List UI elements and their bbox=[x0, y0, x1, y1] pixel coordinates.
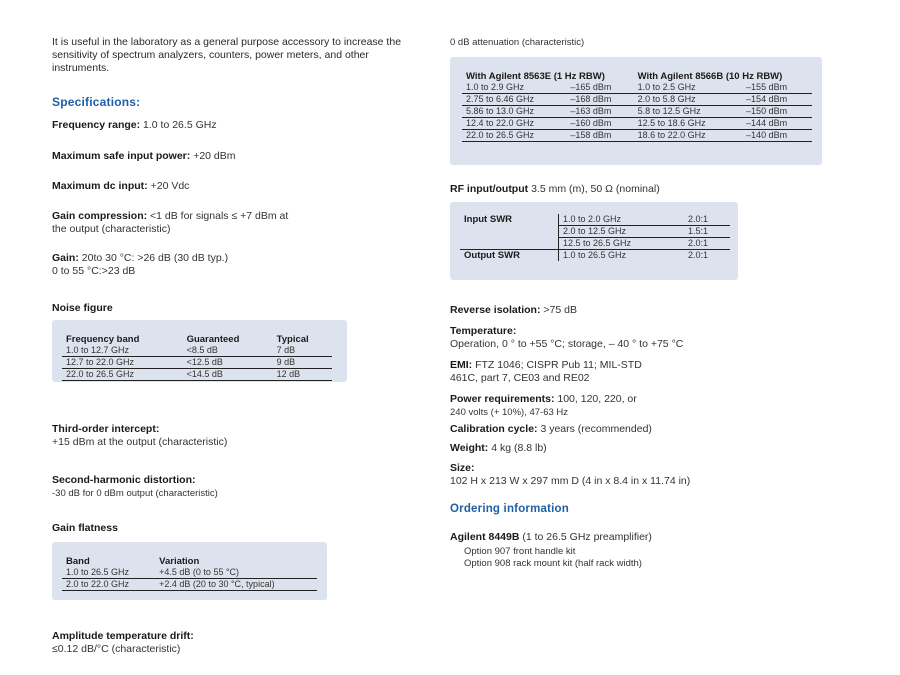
rf-io-value: 3.5 mm (m), 50 Ω (nominal) bbox=[531, 183, 660, 195]
table-cell: –144 dBm bbox=[742, 118, 812, 130]
max-dc-input-spec bbox=[52, 180, 189, 193]
gain-compression-value-2: the output (characteristic) bbox=[52, 223, 171, 235]
reverse-isolation-label: Reverse isolation: bbox=[450, 304, 541, 316]
table-cell: 12.7 to 22.0 GHz bbox=[62, 357, 183, 369]
gain-compression-spec bbox=[52, 210, 288, 236]
table-row bbox=[460, 250, 730, 262]
table-cell: <8.5 dB bbox=[183, 345, 273, 357]
table-row bbox=[62, 345, 332, 357]
table-cell: 1.0 to 26.5 GHz bbox=[62, 567, 155, 579]
table-cell: 5.86 to 13.0 GHz bbox=[462, 106, 566, 118]
atten-col-header: With Agilent 8563E (1 Hz RBW) bbox=[466, 71, 605, 82]
table-cell: –163 dBm bbox=[566, 106, 633, 118]
reverse-isolation-value: >75 dB bbox=[543, 304, 577, 316]
table-cell: 2.0:1 bbox=[684, 250, 730, 262]
option-907: Option 907 front handle kit bbox=[464, 546, 576, 557]
toi-value: +15 dBm at the output (characteristic) bbox=[52, 436, 228, 448]
table-cell: 2.0:1 bbox=[684, 238, 730, 250]
option-908: Option 908 rack mount kit (half rack width) bbox=[464, 558, 642, 569]
table-cell: 1.0 to 12.7 GHz bbox=[62, 345, 183, 357]
table-row bbox=[460, 214, 730, 226]
rf-io-label: RF input/output bbox=[450, 183, 529, 195]
gain-flatness-table bbox=[62, 556, 317, 591]
size-spec bbox=[450, 462, 690, 488]
intro-paragraph: It is useful in the laboratory as a general purpose accessory to increase the sensitivity of spectrum analyzers, counters, power meters, and other instruments. bbox=[52, 36, 402, 74]
table-cell: 12.4 to 22.0 GHz bbox=[462, 118, 566, 130]
table-cell: 9 dB bbox=[273, 357, 332, 369]
table-cell: 2.0:1 bbox=[684, 214, 730, 226]
noise-figure-heading: Noise figure bbox=[52, 302, 113, 314]
table-cell: –168 dBm bbox=[566, 94, 633, 106]
max-safe-input-value: +20 dBm bbox=[193, 150, 236, 162]
swr-table bbox=[460, 214, 730, 261]
calibration-cycle-spec bbox=[450, 423, 652, 436]
gain-compression-label: Gain compression: bbox=[52, 210, 148, 222]
gain-compression-value: <1 dB for signals ≤ +7 dBm at bbox=[150, 210, 289, 222]
table-cell: 2.0 to 12.5 GHz bbox=[559, 226, 685, 238]
attenuation-table-box bbox=[450, 57, 822, 165]
table-cell: 7 dB bbox=[273, 345, 332, 357]
noise-figure-table-box bbox=[52, 320, 347, 382]
weight-value: 4 kg (8.8 lb) bbox=[491, 442, 547, 454]
table-cell: 5.8 to 12.5 GHz bbox=[634, 106, 742, 118]
power-requirements-value: 100, 120, 220, or bbox=[557, 393, 637, 405]
temperature-value: Operation, 0 ° to +55 °C; storage, – 40 ° to +75 °C bbox=[450, 338, 684, 350]
rf-io-spec bbox=[450, 183, 660, 196]
power-requirements-label: Power requirements: bbox=[450, 393, 555, 405]
swr-table-box bbox=[450, 202, 738, 280]
ordering-heading: Ordering information bbox=[450, 503, 569, 515]
gain-flatness-heading: Gain flatness bbox=[52, 522, 118, 534]
frequency-range-label: Frequency range: bbox=[52, 119, 141, 131]
table-cell: 12.5 to 26.5 GHz bbox=[559, 238, 685, 250]
table-cell: –155 dBm bbox=[742, 82, 812, 94]
table-cell: –150 dBm bbox=[742, 106, 812, 118]
table-cell: –158 dBm bbox=[566, 130, 633, 142]
model-name: Agilent 8449B bbox=[450, 531, 520, 543]
model-description: (1 to 26.5 GHz preamplifier) bbox=[522, 531, 652, 543]
size-value: 102 H x 213 W x 297 mm D (4 in x 8.4 in x 11.74 in) bbox=[450, 475, 691, 487]
table-row bbox=[462, 130, 812, 142]
table-cell: <14.5 dB bbox=[183, 369, 273, 381]
table-row bbox=[62, 369, 332, 381]
amplitude-drift-spec bbox=[52, 630, 194, 656]
table-cell: 2.0 to 22.0 GHz bbox=[62, 579, 155, 591]
table-row bbox=[462, 82, 812, 94]
table-row bbox=[62, 357, 332, 369]
flatness-col-header: Variation bbox=[159, 556, 200, 567]
table-cell: 1.0 to 2.5 GHz bbox=[634, 82, 742, 94]
calibration-cycle-label: Calibration cycle: bbox=[450, 423, 538, 435]
table-cell: –154 dBm bbox=[742, 94, 812, 106]
table-row bbox=[62, 567, 317, 579]
input-swr-label: Input SWR bbox=[460, 214, 559, 250]
power-requirements-spec bbox=[450, 393, 637, 419]
table-cell: 22.0 to 26.5 GHz bbox=[62, 369, 183, 381]
size-label: Size: bbox=[450, 462, 475, 474]
frequency-range-value: 1.0 to 26.5 GHz bbox=[143, 119, 217, 131]
table-row bbox=[462, 118, 812, 130]
table-cell: 12.5 to 18.6 GHz bbox=[634, 118, 742, 130]
gain-label: Gain: bbox=[52, 252, 79, 264]
shd-value: -30 dB for 0 dBm output (characteristic) bbox=[52, 488, 218, 499]
table-cell: 18.6 to 22.0 GHz bbox=[634, 130, 742, 142]
emi-value: FTZ 1046; CISPR Pub 11; MIL-STD bbox=[475, 359, 642, 371]
max-safe-input-spec bbox=[52, 150, 236, 163]
table-row bbox=[462, 94, 812, 106]
third-order-intercept-spec bbox=[52, 423, 227, 449]
gain-value: 20to 30 °C: >26 dB (30 dB typ.) bbox=[81, 252, 229, 264]
noise-col-header: Typical bbox=[276, 334, 309, 345]
table-cell: <12.5 dB bbox=[183, 357, 273, 369]
temperature-spec bbox=[450, 325, 683, 351]
drift-label: Amplitude temperature drift: bbox=[52, 630, 194, 642]
max-dc-input-label: Maximum dc input: bbox=[52, 180, 148, 192]
noise-col-header: Frequency band bbox=[66, 334, 140, 345]
max-safe-input-label: Maximum safe input power: bbox=[52, 150, 191, 162]
table-cell: 1.0 to 2.9 GHz bbox=[462, 82, 566, 94]
noise-figure-table bbox=[62, 334, 332, 381]
gain-value-2: 0 to 55 °C:>23 dB bbox=[52, 265, 136, 277]
ordering-model bbox=[450, 531, 652, 544]
emi-value-2: 461C, part 7, CE03 and RE02 bbox=[450, 372, 590, 384]
table-cell: 2.0 to 5.8 GHz bbox=[634, 94, 742, 106]
table-cell: 1.0 to 2.0 GHz bbox=[559, 214, 685, 226]
weight-spec bbox=[450, 442, 547, 455]
table-cell: 12 dB bbox=[273, 369, 332, 381]
table-row bbox=[62, 579, 317, 591]
second-harmonic-spec bbox=[52, 474, 218, 500]
output-swr-label: Output SWR bbox=[460, 250, 559, 262]
atten-col-header: With Agilent 8566B (10 Hz RBW) bbox=[637, 71, 783, 82]
flatness-col-header: Band bbox=[66, 556, 90, 567]
power-requirements-value-2: 240 volts (+ 10%), 47-63 Hz bbox=[450, 407, 569, 418]
shd-label: Second-harmonic distortion: bbox=[52, 474, 196, 486]
max-dc-input-value: +20 Vdc bbox=[150, 180, 190, 192]
table-row bbox=[462, 106, 812, 118]
table-cell: 22.0 to 26.5 GHz bbox=[462, 130, 566, 142]
table-cell: +4.5 dB (0 to 55 °C) bbox=[155, 567, 317, 579]
table-cell: –160 dBm bbox=[566, 118, 633, 130]
table-cell: –140 dBm bbox=[742, 130, 812, 142]
emi-spec bbox=[450, 359, 642, 385]
weight-label: Weight: bbox=[450, 442, 489, 454]
attenuation-table bbox=[462, 71, 812, 142]
drift-value: ≤0.12 dB/°C (characteristic) bbox=[52, 643, 181, 655]
calibration-cycle-value: 3 years (recommended) bbox=[540, 423, 652, 435]
table-cell: 2.75 to 6.46 GHz bbox=[462, 94, 566, 106]
gain-flatness-table-box bbox=[52, 542, 327, 600]
gain-spec bbox=[52, 252, 228, 278]
reverse-isolation-spec bbox=[450, 304, 577, 317]
toi-label: Third-order intercept: bbox=[52, 423, 160, 435]
noise-col-header: Guaranteed bbox=[186, 334, 240, 345]
emi-label: EMI: bbox=[450, 359, 473, 371]
attenuation-label: 0 dB attenuation (characteristic) bbox=[450, 37, 585, 48]
specifications-heading: Specifications: bbox=[52, 95, 141, 109]
table-cell: +2.4 dB (20 to 30 °C, typical) bbox=[155, 579, 317, 591]
table-cell: 1.0 to 26.5 GHz bbox=[559, 250, 685, 262]
frequency-range-spec bbox=[52, 119, 217, 132]
temperature-label: Temperature: bbox=[450, 325, 517, 337]
table-cell: 1.5:1 bbox=[684, 226, 730, 238]
table-cell: –165 dBm bbox=[566, 82, 633, 94]
